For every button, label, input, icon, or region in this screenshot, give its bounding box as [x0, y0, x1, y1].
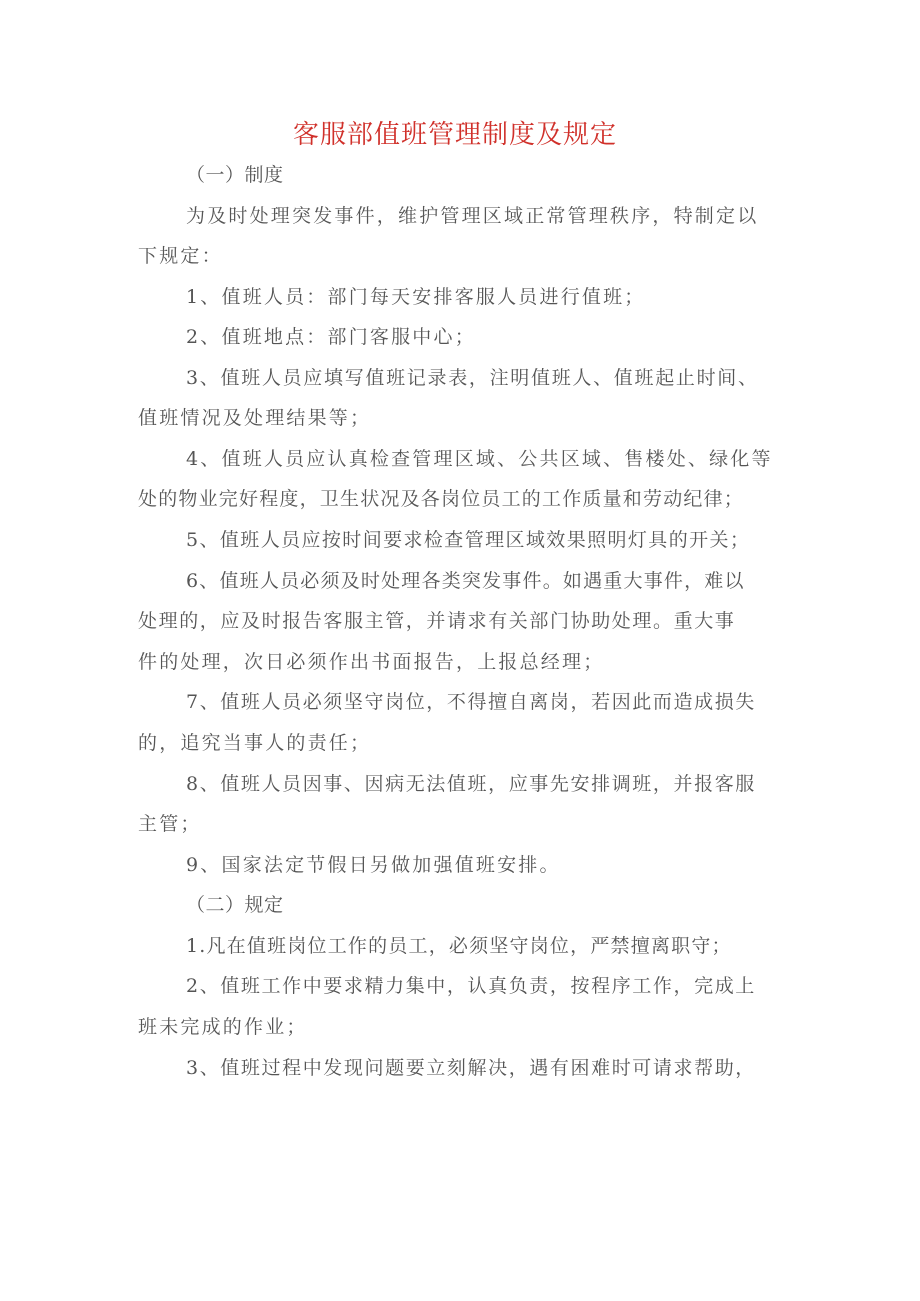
list-item-4-cont: 处的物业完好程度，卫生状况及各岗位员工的工作质量和劳动纪律； [138, 488, 745, 510]
list-item-6: 6、值班人员必须及时处理各类突发事件。如遇重大事件，难以 [186, 570, 745, 592]
section-heading-2: （二）规定 [186, 894, 284, 916]
list-item-2: 2、值班地点：部门客服中心； [186, 326, 476, 348]
document-title: 客服部值班管理制度及规定 [292, 120, 617, 150]
paragraph-line: 下规定： [138, 245, 223, 267]
list-item-4: 4、值班人员应认真检查管理区域、公共区域、售楼处、绿化等 [186, 448, 773, 470]
list-item-5: 5、值班人员应按时间要求检查管理区域效果照明灯具的开关； [186, 529, 751, 551]
list-item-7-cont: 的，追究当事人的责任； [138, 732, 372, 754]
rule-item-1: 1.凡在值班岗位工作的员工，必须坚守岗位，严禁擅离职守； [186, 935, 732, 957]
list-item-3: 3、值班人员应填写值班记录表，注明值班人、值班起止时间、 [186, 367, 759, 389]
rule-item-2-cont: 班未完成的作业； [138, 1016, 308, 1038]
list-item-8: 8、值班人员因事、因病无法值班，应事先安排调班，并报客服 [186, 773, 756, 795]
list-item-9: 9、国家法定节假日另做加强值班安排。 [186, 854, 561, 876]
list-item-6-cont: 件的处理，次日必须作出书面报告，上报总经理； [138, 651, 605, 673]
section-heading-1: （一）制度 [186, 164, 284, 186]
list-item-6-cont: 处理的，应及时报告客服主管，并请求有关部门协助处理。重大事 [138, 610, 736, 632]
list-item-1: 1、值班人员：部门每天安排客服人员进行值班； [186, 286, 646, 308]
rule-item-3: 3、值班过程中发现问题要立刻解决，遇有困难时可请求帮助， [186, 1057, 756, 1079]
list-item-8-cont: 主管； [138, 813, 202, 835]
rule-item-2: 2、值班工作中要求精力集中，认真负责，按程序工作，完成上 [186, 975, 756, 997]
paragraph-line: 为及时处理突发事件，维护管理区域正常管理秩序，特制定以 [186, 205, 759, 227]
list-item-7: 7、值班人员必须坚守岗位，不得擅自离岗，若因此而造成损失 [186, 691, 756, 713]
list-item-3-cont: 值班情况及处理结果等； [138, 407, 372, 429]
